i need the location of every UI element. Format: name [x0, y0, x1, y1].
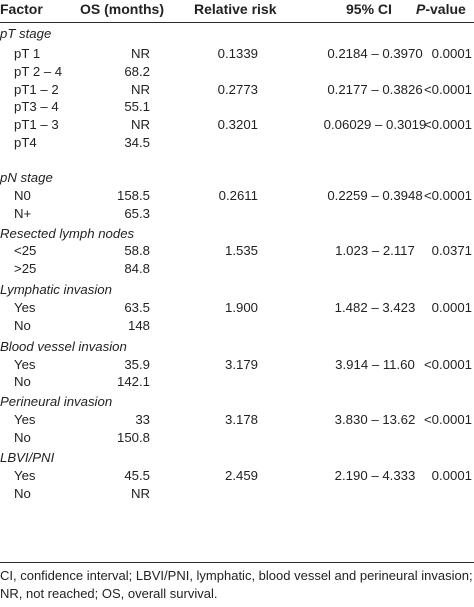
header-p-rest: -value [425, 1, 466, 17]
os-value: 142.1 [116, 374, 150, 389]
p-value: <0.0001 [423, 188, 472, 203]
p-value: 0.0371 [431, 243, 472, 258]
bottom-rule [0, 562, 474, 563]
relative-risk-value: 1.535 [224, 243, 258, 258]
os-value: 63.5 [124, 300, 150, 315]
row-label: N0 [14, 188, 31, 203]
ci-value: 3.830 – 13.62 [334, 412, 416, 427]
os-value: NR [130, 46, 150, 61]
section-label: Lymphatic invasion [0, 282, 112, 297]
ci-value: 0.06029 – 0.3019 [323, 117, 427, 132]
relative-risk-value: 0.3201 [217, 117, 258, 132]
relative-risk-value: 3.178 [224, 412, 258, 427]
row-label: No [14, 430, 31, 445]
ci-value: 2.190 – 4.333 [334, 468, 416, 483]
ci-value: 1.482 – 3.423 [334, 300, 416, 315]
p-value: 0.0001 [431, 300, 472, 315]
header-p-value [416, 0, 466, 18]
os-value: 58.8 [124, 243, 150, 258]
section-label: pN stage [0, 170, 53, 185]
os-value: NR [130, 486, 150, 501]
row-label: pT1 – 2 [14, 82, 59, 97]
top-rule [0, 22, 474, 23]
os-value: 55.1 [124, 99, 150, 114]
section-label: LBVI/PNI [0, 450, 55, 465]
ci-value: 0.2177 – 0.3826 [327, 82, 423, 97]
row-label: pT1 – 3 [14, 117, 59, 132]
relative-risk-value: 2.459 [224, 468, 258, 483]
row-label: Yes [14, 468, 36, 483]
footnote: CI, confidence interval; LBVI/PNI, lymphatic, blood vessel and perineural invasion; NR, not reached; OS, overall survival. [0, 568, 473, 601]
row-label: pT 1 [14, 46, 41, 61]
os-value: 33 [135, 412, 150, 427]
row-label: Yes [14, 357, 36, 372]
row-label: N+ [14, 206, 32, 221]
os-value: NR [130, 117, 150, 132]
ci-value: 0.2184 – 0.3970 [327, 46, 423, 61]
os-value: 158.5 [116, 188, 150, 203]
os-value: 68.2 [124, 64, 150, 79]
os-value: 45.5 [124, 468, 150, 483]
header-os: OS (months) [80, 1, 164, 17]
row-label: pT3 – 4 [14, 99, 59, 114]
relative-risk-value: 3.179 [224, 357, 258, 372]
relative-risk-value: 0.2611 [218, 188, 258, 203]
os-value: 150.8 [116, 430, 150, 445]
row-label: No [14, 318, 31, 333]
row-label: pT 2 – 4 [14, 64, 63, 79]
os-value: 148 [127, 318, 150, 333]
os-value: 84.8 [124, 261, 150, 276]
p-value: 0.0001 [431, 468, 472, 483]
header-ci: 95% CI [346, 1, 392, 17]
relative-risk-value: 0.1339 [217, 46, 258, 61]
section-label: Perineural invasion [0, 394, 113, 409]
row-label: No [14, 486, 31, 501]
p-value: <0.0001 [423, 412, 472, 427]
section-label: Blood vessel invasion [0, 339, 127, 354]
ci-value: 3.914 – 11.60 [335, 357, 415, 372]
row-label: pT4 [14, 135, 37, 150]
os-value: NR [130, 82, 150, 97]
section-label: Resected lymph nodes [0, 226, 135, 241]
row-label: Yes [14, 300, 36, 315]
header-factor: Factor [0, 1, 43, 17]
p-value: <0.0001 [423, 357, 472, 372]
row-label: Yes [14, 412, 36, 427]
os-value: 65.3 [124, 206, 150, 221]
row-label: <25 [14, 243, 37, 258]
os-value: 34.5 [124, 135, 150, 150]
relative-risk-value: 1.900 [224, 300, 258, 315]
ci-value: 1.023 – 2.117 [335, 243, 415, 258]
p-value: <0.0001 [423, 117, 472, 132]
header-relative-risk: Relative risk [194, 1, 277, 17]
ci-value: 0.2259 – 0.3948 [327, 188, 423, 203]
p-value: 0.0001 [431, 46, 472, 61]
section-label: pT stage [0, 26, 52, 41]
row-label: >25 [14, 261, 37, 276]
p-value: <0.0001 [423, 82, 472, 97]
os-value: 35.9 [124, 357, 150, 372]
header-p-italic: P [416, 1, 426, 17]
row-label: No [14, 374, 31, 389]
relative-risk-value: 0.2773 [217, 82, 258, 97]
